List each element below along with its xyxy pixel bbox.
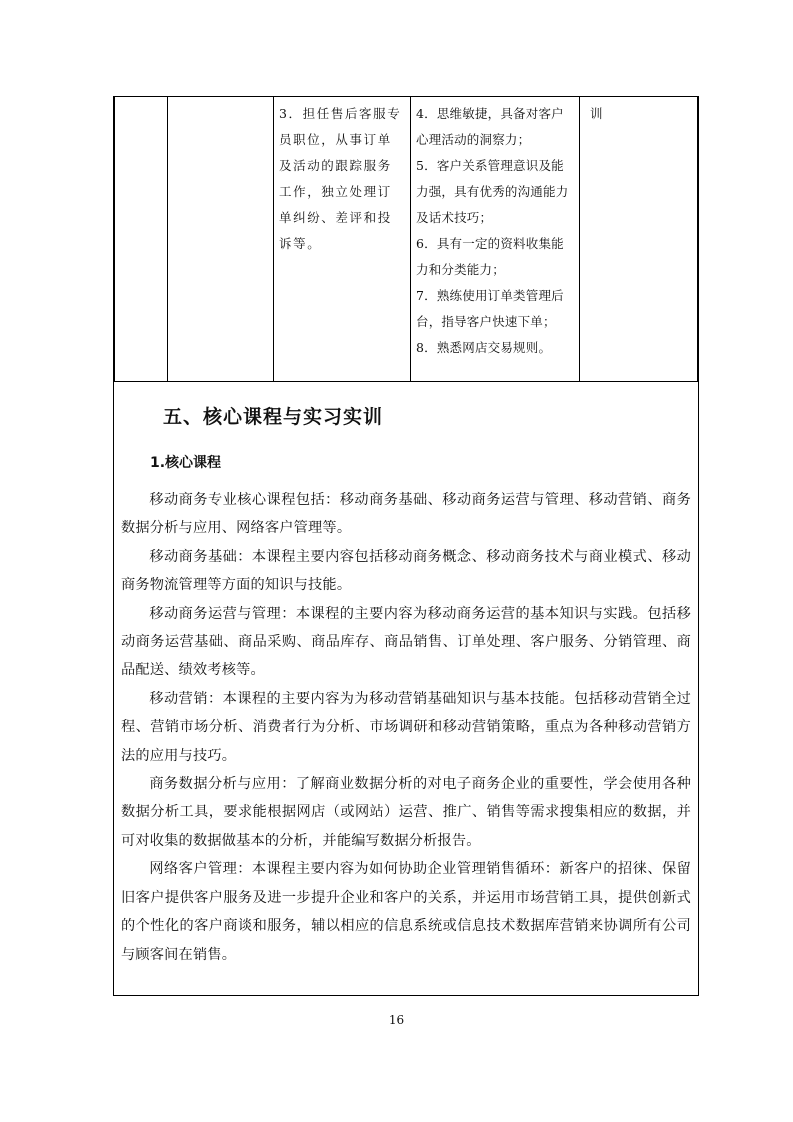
cell-line: 训 <box>590 106 604 121</box>
cell-line: 力和分类能力； <box>416 262 505 277</box>
training-table <box>114 96 698 382</box>
paragraph: 网络客户管理：本课程主要内容为如何协助企业管理销售循环：新客户的招徕、保留旧客户提供客户服务及进一步提升企业和客户的关系，并运用市场营销工具，提供创新式的个性化的客户商谈和服务，辅以相应的信息系统或信息技术数据库营销来协调所有公司与顾客间在销售。 <box>121 861 691 963</box>
table-row <box>115 97 698 382</box>
cell-line: 心理活动的洞察力； <box>416 132 531 147</box>
cell-line: 台，指导客户快速下单； <box>416 314 556 329</box>
cell-line: 8．熟悉网店交易规则。 <box>416 340 552 355</box>
section-title: 五、核心课程与实习实训 <box>163 406 384 428</box>
cell-line: 工作，独立处理订 <box>279 184 392 199</box>
cell-line: 3．担任售后客服专 <box>279 106 402 121</box>
page-number: 16 <box>388 1013 405 1027</box>
table-cell-col2 <box>168 97 274 382</box>
paragraph: 移动营销：本课程的主要内容为为移动营销基础知识与基本技能。包括移动营销全过程、营销市场分析、消费者行为分析、市场调研和移动营销策略，重点为各种移动营销方法的应用与技巧。 <box>121 690 691 764</box>
cell-line: 诉等。 <box>279 236 322 251</box>
cell-line: 单纠纷、差评和投 <box>279 210 392 225</box>
cell-line: 4．思维敏捷，具备对客户 <box>416 106 564 121</box>
cell-line: 5．客户关系管理意识及能 <box>416 158 564 173</box>
cell-line: 员职位，从事订单 <box>279 132 392 147</box>
paragraph: 商务数据分析与应用：了解商业数据分析的对电子商务企业的重要性，学会使用各种数据分析工具，要求能根据网店（或网站）运营、推广、销售等需求搜集相应的数据，并可对收集的数据做基本的分析，并能编写数据分析报告。 <box>121 776 691 849</box>
table-cell-col5 <box>580 97 698 382</box>
cell-line: 及话术技巧； <box>416 210 493 225</box>
paragraph: 移动商务基础：本课程主要内容包括移动商务概念、移动商务技术与商业模式、移动商务物流管理等方面的知识与技能。 <box>121 548 691 594</box>
cell-line: 7．熟练使用订单类管理后 <box>416 288 564 303</box>
body-text <box>121 486 691 969</box>
table-cell-col4 <box>411 97 580 382</box>
table-cell-col3 <box>274 97 411 382</box>
table-cell-col1 <box>115 97 168 382</box>
cell-line: 力强，具有优秀的沟通能力 <box>416 184 569 199</box>
cell-line: 及活动的跟踪服务 <box>279 158 392 173</box>
paragraph: 移动商务运营与管理：本课程的主要内容为移动商务运营的基本知识与实践。包括移动商务运营基础、商品采购、商品库存、商品销售、订单处理、客户服务、分销管理、商品配送、绩效考核等。 <box>121 605 691 679</box>
cell-line: 6．具有一定的资料收集能 <box>416 236 564 251</box>
paragraph: 移动商务专业核心课程包括：移动商务基础、移动商务运营与管理、移动营销、商务数据分析与应用、网络客户管理等。 <box>121 492 691 537</box>
sub-title: 1.核心课程 <box>150 455 222 471</box>
